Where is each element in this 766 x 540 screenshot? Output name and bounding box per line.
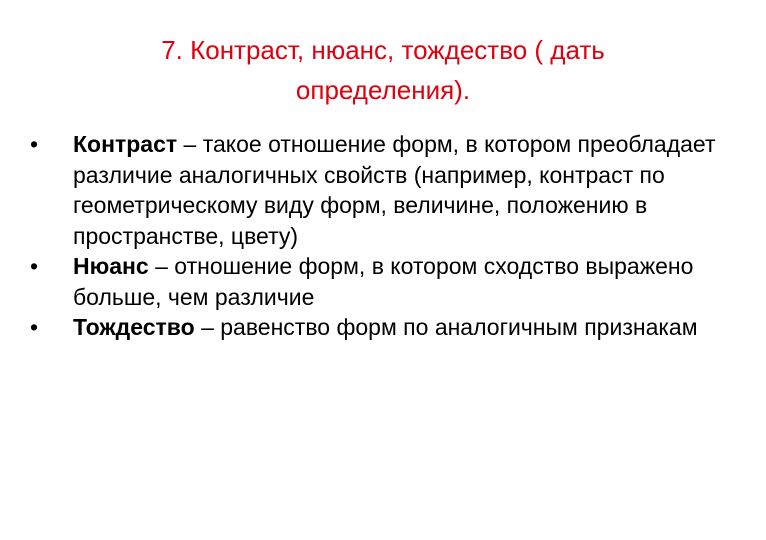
term-identity: Тождество bbox=[73, 314, 195, 340]
bullet-icon: • bbox=[30, 253, 39, 279]
definition-nuance-text: – отношение форм, в котором сходство выражено больше, чем различие bbox=[73, 253, 694, 310]
definition-contrast-text: – такое отношение форм, в котором преобладает различие аналогичных свойств (например, контраст по геометрическому виду форм, величине, положению в пространстве, цвету) bbox=[73, 131, 716, 249]
definition-nuance bbox=[30, 251, 730, 312]
term-nuance: Нюанс bbox=[73, 253, 149, 279]
definition-contrast bbox=[30, 129, 730, 251]
bullet-icon: • bbox=[30, 131, 39, 157]
term-contrast: Контраст bbox=[73, 131, 178, 157]
slide-title bbox=[60, 30, 706, 110]
definition-identity bbox=[30, 312, 730, 343]
slide-title-line-1: 7. Контраст, нюанс, тождество ( дать bbox=[161, 35, 605, 65]
bullet-icon: • bbox=[30, 314, 39, 340]
slide-title-line-2: определения). bbox=[295, 75, 471, 105]
definition-identity-text: – равенство форм по аналогичным признакам bbox=[194, 314, 698, 340]
definitions-list bbox=[30, 129, 730, 343]
